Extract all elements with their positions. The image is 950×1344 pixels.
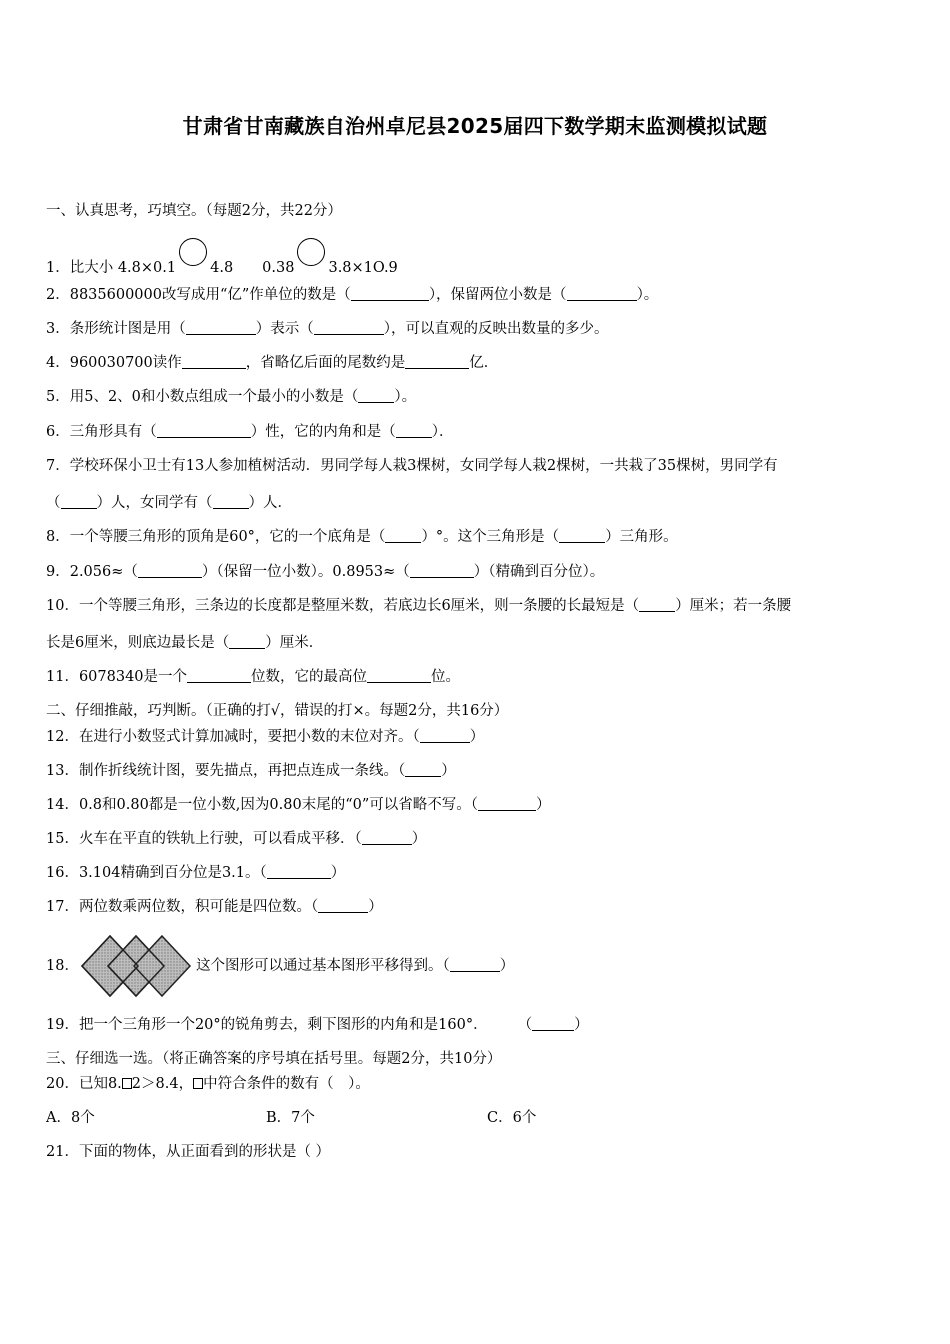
question-10-line-1 [46, 596, 791, 616]
q18-text-b: ） [499, 958, 515, 974]
q9-text-a: 9．2.056≈（ [46, 564, 138, 580]
q7-blank-2[interactable] [213, 494, 249, 509]
q19-text-c: ） [574, 1017, 589, 1033]
q10-text-c: 长是6厘米，则底边最长是（ [46, 635, 230, 651]
q7-text-c: ）人． [248, 495, 292, 511]
q4-text-b: ，省略亿后面的尾数约是 [245, 355, 406, 371]
q7-blank-1[interactable] [61, 494, 97, 509]
q8-text-a: 8．一个等腰三角形的顶角是60°，它的一个底角是（ [46, 529, 386, 545]
question-20 [46, 1074, 370, 1094]
q13-text-a: 13．制作折线统计图，要先描点，再把点连成一条线。（ [46, 763, 406, 779]
page-title: 甘肃省甘南藏族自治州卓尼县2025届四下数学期末监测模拟试题 [182, 114, 768, 138]
q10-text-d: ）厘米． [265, 635, 324, 651]
q4-blank-1[interactable] [182, 354, 246, 369]
question-4 [46, 353, 498, 373]
question-7-line-2 [46, 493, 292, 513]
question-14 [46, 795, 551, 815]
q19-text-b: （ [517, 1017, 533, 1033]
q13-blank[interactable] [405, 762, 441, 777]
question-3 [46, 319, 608, 339]
q17-blank[interactable] [318, 898, 368, 913]
q12-text-a: 12．在进行小数竖式计算加减时，要把小数的末位对齐。（ [46, 729, 420, 745]
q18-text-a: 这个图形可以通过基本图形平移得到。（ [196, 958, 450, 974]
q20-option-c[interactable]: C．6个 [487, 1110, 537, 1126]
question-9 [46, 562, 604, 582]
q20-box-icon-2 [193, 1078, 203, 1089]
question-13 [46, 761, 456, 781]
q20-text-c: 中符合条件的数有（ ）。 [203, 1076, 370, 1092]
section-3-heading: 三、仔细选一选。（将正确答案的序号填在括号里。每题2分，共10分） [46, 1051, 502, 1067]
question-18-number: 18． [46, 958, 79, 974]
q5-text-a: 5．用5、2、0和小数点组成一个最小的小数是（ [46, 389, 359, 405]
q12-text-b: ） [469, 729, 485, 745]
q11-text-b: 位数，它的最高位 [251, 669, 368, 685]
question-15 [46, 829, 426, 849]
q15-text-b: ） [411, 831, 427, 847]
q2-text-c: ）。 [636, 287, 659, 303]
q8-blank-1[interactable] [385, 528, 421, 543]
question-1 [46, 238, 398, 278]
q20-option-a[interactable]: A．8个 [46, 1110, 95, 1126]
question-16 [46, 863, 345, 883]
q9-text-c: ）（精确到百分位）。 [473, 564, 605, 580]
q4-blank-2[interactable] [405, 354, 469, 369]
q19-blank[interactable] [532, 1016, 574, 1031]
q11-text-c: 位。 [431, 669, 461, 685]
q9-blank-1[interactable] [138, 563, 202, 578]
q8-text-b: ）°。这个三角形是（ [421, 529, 560, 545]
q14-text-b: ） [536, 797, 551, 813]
q11-blank-2[interactable] [367, 668, 431, 683]
q14-blank[interactable] [478, 796, 536, 811]
q10-blank-1[interactable] [639, 597, 675, 612]
q6-blank-2[interactable] [396, 423, 432, 438]
q16-text-a: 16．3.104精确到百分位是3.1。（ [46, 865, 267, 881]
question-18 [196, 956, 514, 976]
q3-text-b: ）表示（ [255, 321, 314, 337]
question-8 [46, 527, 678, 547]
q8-text-c: ）三角形。 [605, 529, 678, 545]
q1-mid: 4.8 0.38 [210, 260, 295, 276]
question-21: 21．下面的物体，从正面看到的形状是（ ） [46, 1144, 331, 1160]
question-17 [46, 897, 383, 917]
q4-text-a: 4．960030700读作 [46, 355, 182, 371]
q15-blank[interactable] [362, 830, 412, 845]
section-1-heading: 一、认真思考，巧填空。（每题2分，共22分） [46, 203, 342, 219]
question-7-line-1: 7．学校环保小卫士有13人参加植树活动．男同学每人栽3棵树，女同学每人栽2棵树，一共栽了35棵树，男同学有 [46, 458, 778, 474]
compare-circle-1[interactable] [179, 238, 207, 266]
question-19 [46, 1015, 589, 1035]
q20-text-b: 2＞8.4， [131, 1076, 194, 1092]
q17-text-a: 17．两位数乘两位数，积可能是四位数。（ [46, 899, 319, 915]
q10-text-b: ）厘米；若一条腰 [675, 598, 792, 614]
section-2-heading: 二、仔细推敲，巧判断。（正确的打√，错误的打×。每题2分，共16分） [46, 703, 509, 719]
q10-text-a: 10．一个等腰三角形，三条边的长度都是整厘米数，若底边长6厘米，则一条腰的长最短是（ [46, 598, 640, 614]
q9-blank-2[interactable] [410, 563, 474, 578]
q5-text-b: ）。 [394, 389, 417, 405]
q20-text-a: 20．已知8. [46, 1076, 122, 1092]
question-6 [46, 422, 453, 442]
compare-circle-2[interactable] [297, 238, 325, 266]
q20-option-b[interactable]: B．7个 [266, 1110, 315, 1126]
question-10-line-2 [46, 633, 323, 653]
q3-text-c: ），可以直观的反映出数量的多少。 [383, 321, 609, 337]
q6-text-b: ）性，它的内角和是（ [250, 424, 396, 440]
q13-text-b: ） [441, 763, 456, 779]
q16-blank[interactable] [267, 864, 331, 879]
q19-text-a: 19．把一个三角形一个20°的锐角剪去，剩下图形的内角和是160°． [46, 1017, 488, 1033]
q7-text-b: ）人，女同学有（ [96, 495, 213, 511]
q2-blank-2[interactable] [567, 286, 637, 301]
q3-blank-1[interactable] [186, 320, 256, 335]
question-2 [46, 285, 658, 305]
q8-blank-2[interactable] [559, 528, 605, 543]
q9-text-b: ）（保留一位小数）。0.8953≈（ [201, 564, 410, 580]
q18-blank[interactable] [450, 957, 500, 972]
q4-text-c: 亿． [469, 355, 499, 371]
q20-box-icon [122, 1078, 132, 1089]
q11-blank-1[interactable] [187, 668, 251, 683]
q7-text-a: （ [46, 495, 61, 511]
question-11 [46, 667, 460, 687]
q2-text-a: 2．8835600000改写成用“亿”作单位的数是（ [46, 287, 351, 303]
q6-blank-1[interactable] [157, 423, 251, 438]
question-12 [46, 727, 484, 747]
q5-blank-1[interactable] [358, 388, 394, 403]
q14-text-a: 14．0.8和0.80都是一位小数,因为0.80末尾的“0”可以省略不写。（ [46, 797, 478, 813]
q1-prefix: 1．比大小 4.8×0.1 [46, 260, 177, 276]
q6-text-c: ）． [431, 424, 454, 440]
diamond-translation-figure-icon [80, 934, 194, 998]
q17-text-b: ） [368, 899, 383, 915]
q2-blank-1[interactable] [351, 286, 429, 301]
q16-text-b: ） [330, 865, 346, 881]
q11-text-a: 11．6078340是一个 [46, 669, 188, 685]
q2-text-b: ），保留两位小数是（ [428, 287, 567, 303]
q3-text-a: 3．条形统计图是用（ [46, 321, 186, 337]
q3-blank-2[interactable] [314, 320, 384, 335]
q15-text-a: 15．火车在平直的铁轨上行驶，可以看成平移．（ [46, 831, 362, 847]
q1-end: 3.8×1O.9 [328, 260, 398, 276]
q12-blank[interactable] [420, 728, 470, 743]
question-5 [46, 387, 416, 407]
q10-blank-2[interactable] [229, 634, 265, 649]
q6-text-a: 6．三角形具有（ [46, 424, 157, 440]
